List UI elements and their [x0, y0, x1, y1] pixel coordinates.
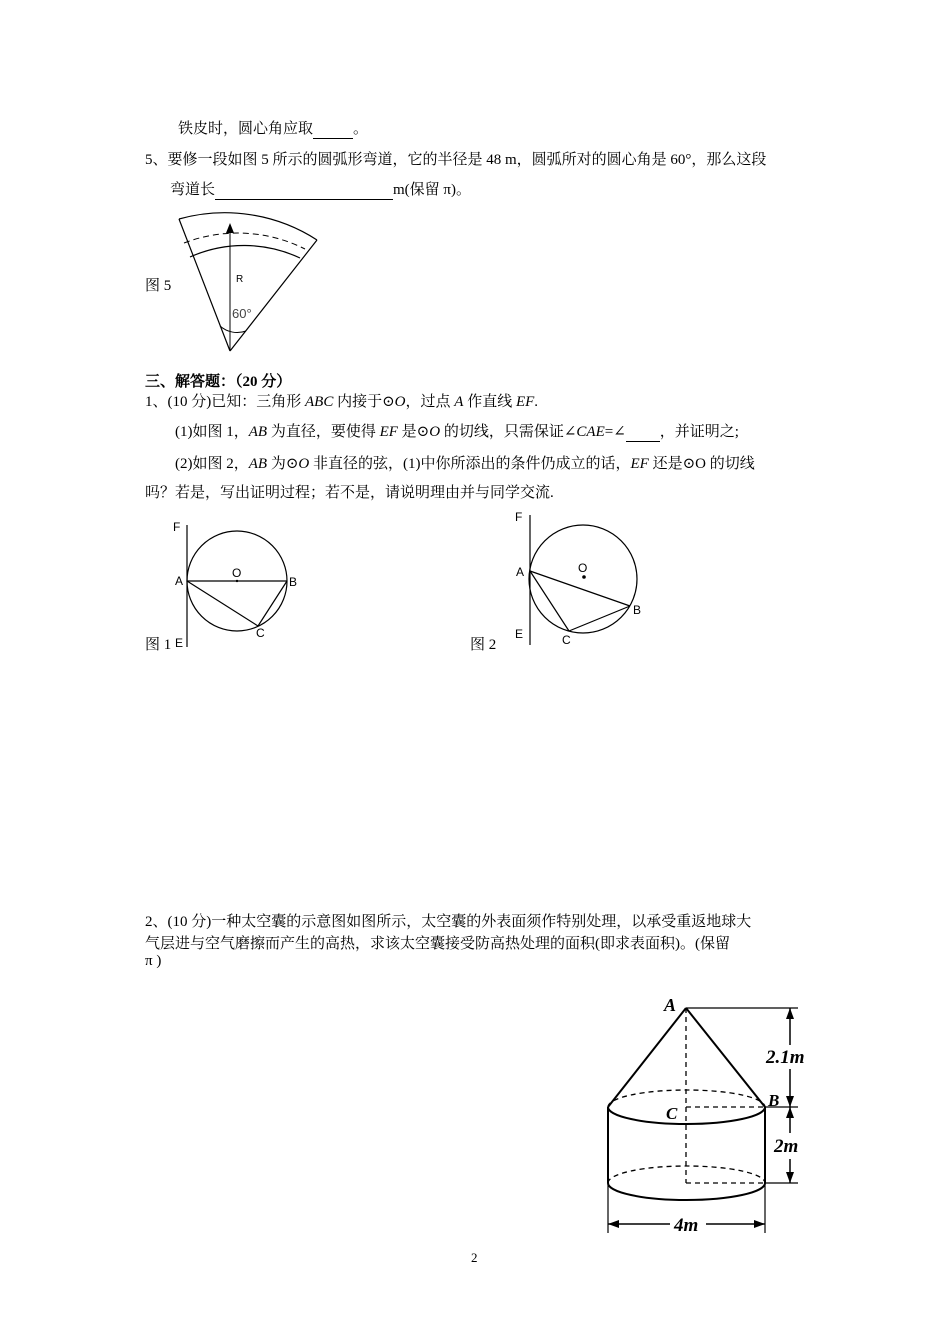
text: .: [534, 394, 539, 410]
text: 的切线，只需保证∠: [440, 424, 577, 440]
center-point: [236, 580, 238, 582]
label-e: E: [515, 627, 524, 641]
problem-1-part2-line1: [175, 452, 755, 473]
label-a: A: [516, 565, 525, 579]
label-cone-height: 2.1m: [766, 1047, 805, 1068]
left-radius: [179, 219, 230, 351]
text: (1)如图 1，: [175, 424, 249, 440]
q4-tail-line: [178, 117, 368, 139]
radius-label: R: [236, 274, 244, 285]
problem-1-part1: [175, 420, 739, 442]
chord-bc: [569, 606, 630, 631]
arrow-left-icon: [608, 1220, 619, 1228]
math-a: A: [454, 394, 464, 410]
section-3-heading: 三、解答题：（20 分）: [145, 374, 292, 390]
space-capsule-diagram: [600, 993, 830, 1243]
angle-label: 60°: [232, 306, 252, 321]
center-point: [582, 575, 586, 579]
text: 是⊙: [397, 424, 430, 440]
q5-text-end: m(保留 π)。: [393, 182, 471, 198]
q5-answer-blank: [215, 182, 393, 200]
outer-arc: [179, 213, 317, 240]
math-ef: EF: [515, 394, 535, 410]
center-dashed-arc: [184, 233, 305, 249]
chord-ac: [187, 581, 258, 626]
angle-answer-blank: [626, 424, 660, 442]
inner-arc: [190, 245, 300, 258]
label-cylinder-height: 2m: [774, 1136, 799, 1157]
figure-1-diagram: [170, 515, 310, 655]
label-c: C: [666, 1104, 678, 1123]
text: 作直线: [463, 394, 516, 410]
label-o: O: [578, 561, 588, 575]
problem-1-part2-line2: 吗？若是，写出证明过程；若不是，请说明理由并与同学交流.: [145, 485, 554, 501]
text: 为⊙: [267, 456, 299, 472]
text: (2)如图 2，: [175, 456, 249, 472]
math-o: O: [429, 424, 441, 440]
label-c: C: [256, 626, 265, 640]
label-f: F: [515, 510, 523, 524]
label-a: A: [664, 995, 677, 1015]
label-b: B: [768, 1091, 780, 1110]
arrow-head-icon: [226, 223, 234, 233]
text: 内接于⊙: [333, 394, 395, 410]
q4-text-end: 。: [353, 121, 369, 137]
figure-5-sector: [170, 205, 330, 355]
problem-2-line3: π ): [145, 953, 162, 969]
math-o: O: [394, 394, 406, 410]
problem-1-line1: [145, 390, 538, 411]
q5-line2: [170, 178, 471, 200]
problem-2-line2: 气层进与空气磨擦而产生的高热，求该太空囊接受防高热处理的面积(即求表面积)。(保留: [145, 936, 730, 952]
angle-arc: [220, 326, 246, 333]
label-o: O: [232, 566, 242, 580]
page-number: 2: [471, 1250, 478, 1265]
cone-left-edge: [608, 1008, 686, 1107]
right-radius: [230, 240, 317, 351]
label-e: E: [175, 636, 184, 650]
text: 1、(10 分)已知：三角形: [145, 394, 305, 410]
text: 为直径，要使得: [267, 424, 380, 440]
math-cae: CAE: [576, 424, 605, 440]
math-ab: AB: [248, 424, 268, 440]
chord-bc: [258, 581, 287, 626]
math-ef: EF: [630, 456, 649, 472]
text: ，并证明之;: [659, 424, 739, 440]
q5-text: 弯道长: [170, 182, 216, 198]
arrow-up-icon: [786, 1107, 794, 1118]
q4-answer-blank: [313, 121, 353, 139]
arrow-right-icon: [754, 1220, 765, 1228]
chord-ab: [530, 571, 630, 606]
label-b: B: [633, 603, 642, 617]
figure-2-caption: 图 2: [470, 637, 497, 653]
figure-2-diagram: [505, 505, 655, 655]
problem-2-line1: 2、(10 分)一种太空囊的示意图如图所示，太空囊的外表面须作特别处理，以承受重返地球大: [145, 914, 752, 930]
label-a: A: [175, 574, 184, 588]
bottom-ellipse-front: [608, 1183, 765, 1200]
math-abc: ABC: [305, 394, 334, 410]
text: =∠: [604, 424, 626, 440]
circle-o: [529, 525, 637, 633]
math-ef: EF: [379, 424, 398, 440]
text: 还是⊙O 的切线: [648, 456, 755, 472]
arrow-down-icon: [786, 1172, 794, 1183]
text: ，过点: [405, 394, 455, 410]
label-f: F: [173, 520, 181, 534]
label-diameter: 4m: [674, 1215, 699, 1236]
math-ab: AB: [248, 456, 268, 472]
text: 非直径的弦，(1)中你所添出的条件仍成立的话，: [309, 456, 631, 472]
math-o: O: [298, 456, 310, 472]
figure-1-caption: 图 1: [145, 637, 172, 653]
q4-text: 铁皮时，圆心角应取: [178, 121, 314, 137]
arrow-down-icon: [786, 1096, 794, 1107]
label-b: B: [289, 575, 298, 589]
figure-5-caption: 图 5: [145, 278, 172, 294]
q5-line1: 5、要修一段如图 5 所示的圆弧形弯道，它的半径是 48 m，圆弧所对的圆心角是 60°，那么这段: [145, 152, 767, 168]
label-c: C: [562, 633, 571, 647]
arrow-up-icon: [786, 1008, 794, 1019]
